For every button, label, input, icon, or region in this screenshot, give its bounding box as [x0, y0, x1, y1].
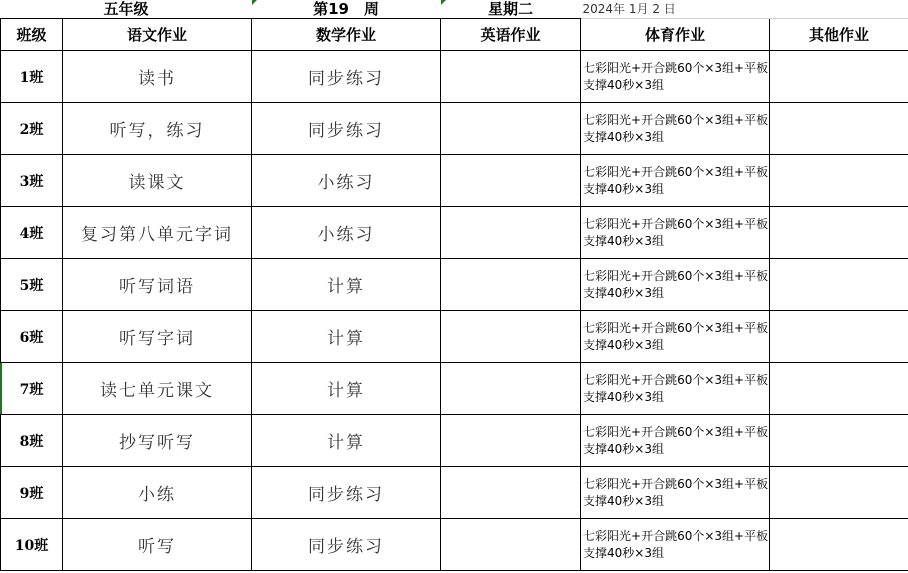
date-cell[interactable]: 2024年 1月 2 日 [581, 0, 908, 19]
math-cell[interactable]: 小练习 [252, 155, 441, 207]
cell-comment-marker [252, 0, 257, 5]
pe-cell[interactable]: 七彩阳光+开合跳60个×3组+平板支撑40秒×3组 [581, 103, 770, 155]
other-cell[interactable] [770, 363, 908, 415]
english-cell[interactable] [441, 519, 581, 571]
other-cell[interactable] [770, 155, 908, 207]
class-cell[interactable]: 1班 [1, 51, 63, 103]
header-class[interactable]: 班级 [1, 19, 63, 51]
table-row [1, 363, 908, 415]
chinese-cell[interactable]: 抄写听写 [63, 415, 252, 467]
other-cell[interactable] [770, 259, 908, 311]
class-cell[interactable]: 3班 [1, 155, 63, 207]
class-cell[interactable]: 9班 [1, 467, 63, 519]
chinese-cell[interactable]: 听写词语 [63, 259, 252, 311]
table-row [1, 467, 908, 519]
class-cell[interactable]: 5班 [1, 259, 63, 311]
table-row [1, 415, 908, 467]
table-row [1, 51, 908, 103]
table-row [1, 155, 908, 207]
math-cell[interactable]: 同步练习 [252, 103, 441, 155]
weekday-cell[interactable]: 星期二 [441, 0, 581, 19]
pe-cell[interactable]: 七彩阳光+开合跳60个×3组+平板支撑40秒×3组 [581, 259, 770, 311]
chinese-cell[interactable]: 读课文 [63, 155, 252, 207]
table-row [1, 207, 908, 259]
header-pe[interactable]: 体育作业 [581, 19, 770, 51]
class-cell[interactable]: 10班 [1, 519, 63, 571]
header-chinese[interactable]: 语文作业 [63, 19, 252, 51]
grade-cell[interactable]: 五年级 [1, 0, 252, 19]
other-cell[interactable] [770, 467, 908, 519]
chinese-cell[interactable]: 听写字词 [63, 311, 252, 363]
class-cell[interactable]: 6班 [1, 311, 63, 363]
header-english[interactable]: 英语作业 [441, 19, 581, 51]
other-cell[interactable] [770, 51, 908, 103]
chinese-cell[interactable]: 听写，练习 [63, 103, 252, 155]
math-cell[interactable]: 计算 [252, 363, 441, 415]
english-cell[interactable] [441, 51, 581, 103]
pe-cell[interactable]: 七彩阳光+开合跳60个×3组+平板支撑40秒×3组 [581, 467, 770, 519]
table-row [1, 103, 908, 155]
pe-cell[interactable]: 七彩阳光+开合跳60个×3组+平板支撑40秒×3组 [581, 363, 770, 415]
math-cell[interactable]: 小练习 [252, 207, 441, 259]
pe-cell[interactable]: 七彩阳光+开合跳60个×3组+平板支撑40秒×3组 [581, 155, 770, 207]
english-cell[interactable] [441, 155, 581, 207]
other-cell[interactable] [770, 103, 908, 155]
english-cell[interactable] [441, 311, 581, 363]
column-header-row [1, 19, 908, 51]
chinese-cell[interactable]: 读书 [63, 51, 252, 103]
table-row [1, 259, 908, 311]
other-cell[interactable] [770, 311, 908, 363]
english-cell[interactable] [441, 415, 581, 467]
class-cell[interactable]: 4班 [1, 207, 63, 259]
class-cell[interactable]: 2班 [1, 103, 63, 155]
header-other[interactable]: 其他作业 [770, 19, 908, 51]
chinese-cell[interactable]: 复习第八单元字词 [63, 207, 252, 259]
pe-cell[interactable]: 七彩阳光+开合跳60个×3组+平板支撑40秒×3组 [581, 519, 770, 571]
class-cell[interactable]: 8班 [1, 415, 63, 467]
math-cell[interactable]: 同步练习 [252, 519, 441, 571]
chinese-cell[interactable]: 听写 [63, 519, 252, 571]
english-cell[interactable] [441, 103, 581, 155]
english-cell[interactable] [441, 259, 581, 311]
chinese-cell[interactable]: 读七单元课文 [63, 363, 252, 415]
other-cell[interactable] [770, 207, 908, 259]
title-row [1, 0, 908, 19]
math-cell[interactable]: 计算 [252, 259, 441, 311]
math-cell[interactable]: 计算 [252, 415, 441, 467]
english-cell[interactable] [441, 207, 581, 259]
pe-cell[interactable]: 七彩阳光+开合跳60个×3组+平板支撑40秒×3组 [581, 207, 770, 259]
math-cell[interactable]: 同步练习 [252, 51, 441, 103]
selected-row-indicator [0, 363, 2, 414]
english-cell[interactable] [441, 363, 581, 415]
pe-cell[interactable]: 七彩阳光+开合跳60个×3组+平板支撑40秒×3组 [581, 415, 770, 467]
math-cell[interactable]: 同步练习 [252, 467, 441, 519]
class-cell[interactable]: 7班 [1, 363, 63, 415]
math-cell[interactable]: 计算 [252, 311, 441, 363]
other-cell[interactable] [770, 519, 908, 571]
table-row [1, 311, 908, 363]
week-cell[interactable]: 第19 周 [252, 0, 441, 19]
table-row [1, 519, 908, 571]
other-cell[interactable] [770, 415, 908, 467]
english-cell[interactable] [441, 467, 581, 519]
chinese-cell[interactable]: 小练 [63, 467, 252, 519]
header-math[interactable]: 数学作业 [252, 19, 441, 51]
pe-cell[interactable]: 七彩阳光+开合跳60个×3组+平板支撑40秒×3组 [581, 311, 770, 363]
cell-comment-marker [441, 0, 446, 5]
pe-cell[interactable]: 七彩阳光+开合跳60个×3组+平板支撑40秒×3组 [581, 51, 770, 103]
